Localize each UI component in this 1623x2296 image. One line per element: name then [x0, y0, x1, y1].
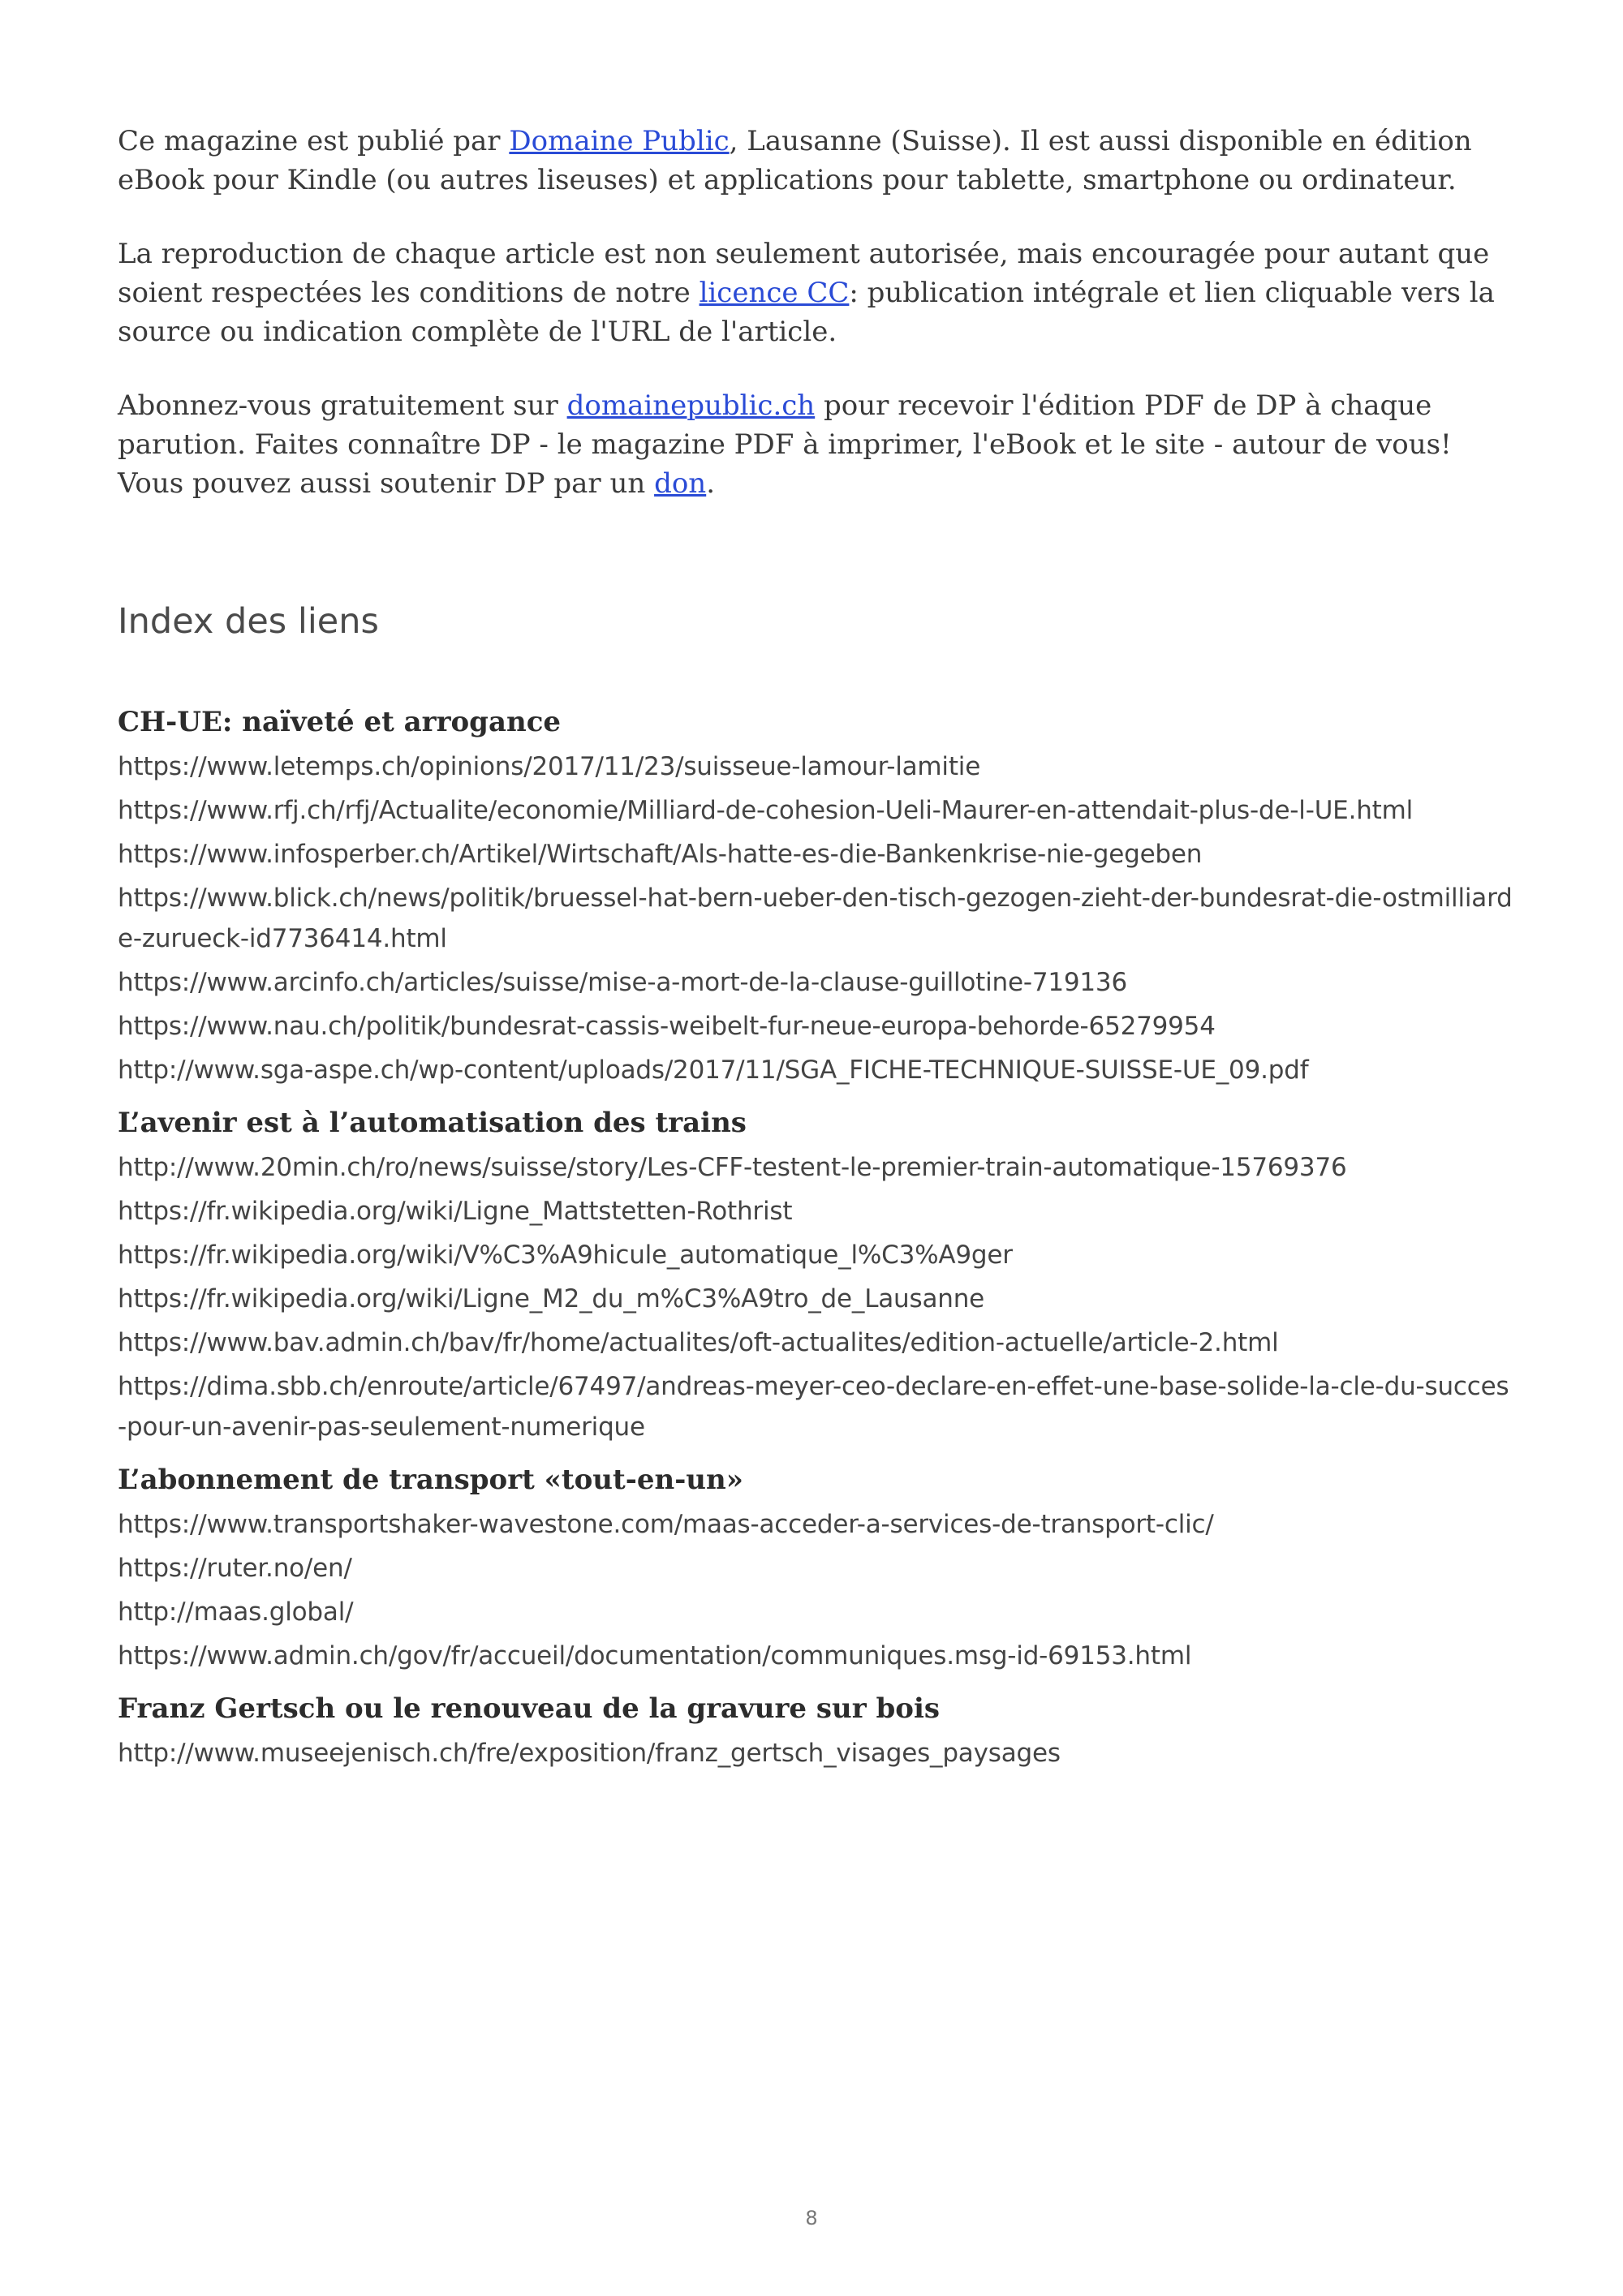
link-group-title: CH-UE: naïveté et arrogance: [118, 706, 562, 738]
domainepublic-link[interactable]: domainepublic.ch: [566, 389, 816, 422]
domaine-public-link[interactable]: Domaine Public: [509, 125, 730, 157]
url-item[interactable]: https://dima.sbb.ch/enroute/article/67497/andreas-meyer-ceo-declare-en-effet-une-base-solide-la-cle-du-succes-pour-un-avenir-pas-seulement-numerique: [118, 1372, 1509, 1442]
document-page: [118, 122, 1513, 1786]
url-item[interactable]: http://www.sga-aspe.ch/wp-content/uploads/2017/11/SGA_FICHE-TECHNIQUE-SUISSE-UE_09.pdf: [118, 1056, 1309, 1085]
url-item[interactable]: https://www.blick.ch/news/politik/bruessel-hat-bern-ueber-den-tisch-gezogen-zieht-der-bundesrat-die-ostmilliarde-zurueck-id7736414.html: [118, 884, 1513, 953]
url-item[interactable]: https://ruter.no/en/: [118, 1554, 352, 1583]
url-item[interactable]: https://www.rfj.ch/rfj/Actualite/economie/Milliard-de-cohesion-Ueli-Maurer-en-attendait-plus-de-l-UE.html: [118, 796, 1414, 825]
url-item[interactable]: https://www.letemps.ch/opinions/2017/11/23/suisseue-lamour-lamitie: [118, 752, 981, 781]
link-group-title: L’avenir est à l’automatisation des trains: [118, 1107, 747, 1139]
intro-paragraph-publisher: Ce magazine est publié par Domaine Public, Lausanne (Suisse). Il est aussi disponible en édition eBook pour Kindle (ou autres liseuses) et applications pour tablette, smartphone ou ordinateur.: [118, 125, 1472, 196]
link-index: [118, 703, 1513, 1774]
intro-paragraph-subscribe: Abonnez-vous gratuitement sur domainepublic.ch pour recevoir l'édition PDF de DP à chaque parution. Faites connaître DP - le magazine PDF à imprimer, l'eBook et le site - autour de vous! Vous pouvez aussi soutenir DP par un don.: [118, 389, 1452, 500]
url-item[interactable]: https://www.infosperber.ch/Artikel/Wirtschaft/Als-hatte-es-die-Bankenkrise-nie-gegeben: [118, 840, 1203, 869]
url-item[interactable]: https://fr.wikipedia.org/wiki/Ligne_M2_du_m%C3%A9tro_de_Lausanne: [118, 1284, 985, 1314]
link-group-title: L’abonnement de transport «tout-en-un»: [118, 1464, 743, 1496]
url-item[interactable]: https://www.transportshaker-wavestone.com/maas-acceder-a-services-de-transport-clic/: [118, 1510, 1214, 1539]
intro-paragraph-license: La reproduction de chaque article est non seulement autorisée, mais encouragée pour autant que soient respectées les conditions de notre licence CC: publication intégrale et lien cliquable vers la source ou indication complète de l'URL de l'article.: [118, 238, 1495, 348]
licence-cc-link[interactable]: licence CC: [699, 277, 850, 309]
don-link[interactable]: don: [654, 467, 707, 500]
link-group: [118, 1460, 1513, 1676]
url-item[interactable]: https://fr.wikipedia.org/wiki/V%C3%A9hicule_automatique_l%C3%A9ger: [118, 1240, 1013, 1270]
url-item[interactable]: https://fr.wikipedia.org/wiki/Ligne_Mattstetten-Rothrist: [118, 1197, 793, 1226]
page-number: 8: [805, 2207, 818, 2229]
link-group: [118, 703, 1513, 1090]
link-group-title: Franz Gertsch ou le renouveau de la gravure sur bois: [118, 1692, 941, 1725]
url-item[interactable]: https://www.admin.ch/gov/fr/accueil/documentation/communiques.msg-id-69153.html: [118, 1641, 1192, 1670]
url-item[interactable]: http://www.20min.ch/ro/news/suisse/story/Les-CFF-testent-le-premier-train-automatique-15769376: [118, 1153, 1347, 1182]
link-group: [118, 1103, 1513, 1447]
url-item[interactable]: http://maas.global/: [118, 1597, 354, 1627]
index-heading: Index des liens: [118, 601, 379, 642]
url-item[interactable]: https://www.arcinfo.ch/articles/suisse/mise-a-mort-de-la-clause-guillotine-719136: [118, 968, 1127, 997]
url-item[interactable]: http://www.museejenisch.ch/fre/exposition/franz_gertsch_visages_paysages: [118, 1739, 1061, 1768]
link-group: [118, 1689, 1513, 1774]
url-item[interactable]: https://www.bav.admin.ch/bav/fr/home/actualites/oft-actualites/edition-actuelle/article-2.html: [118, 1328, 1279, 1357]
url-item[interactable]: https://www.nau.ch/politik/bundesrat-cassis-weibelt-fur-neue-europa-behorde-65279954: [118, 1012, 1216, 1041]
